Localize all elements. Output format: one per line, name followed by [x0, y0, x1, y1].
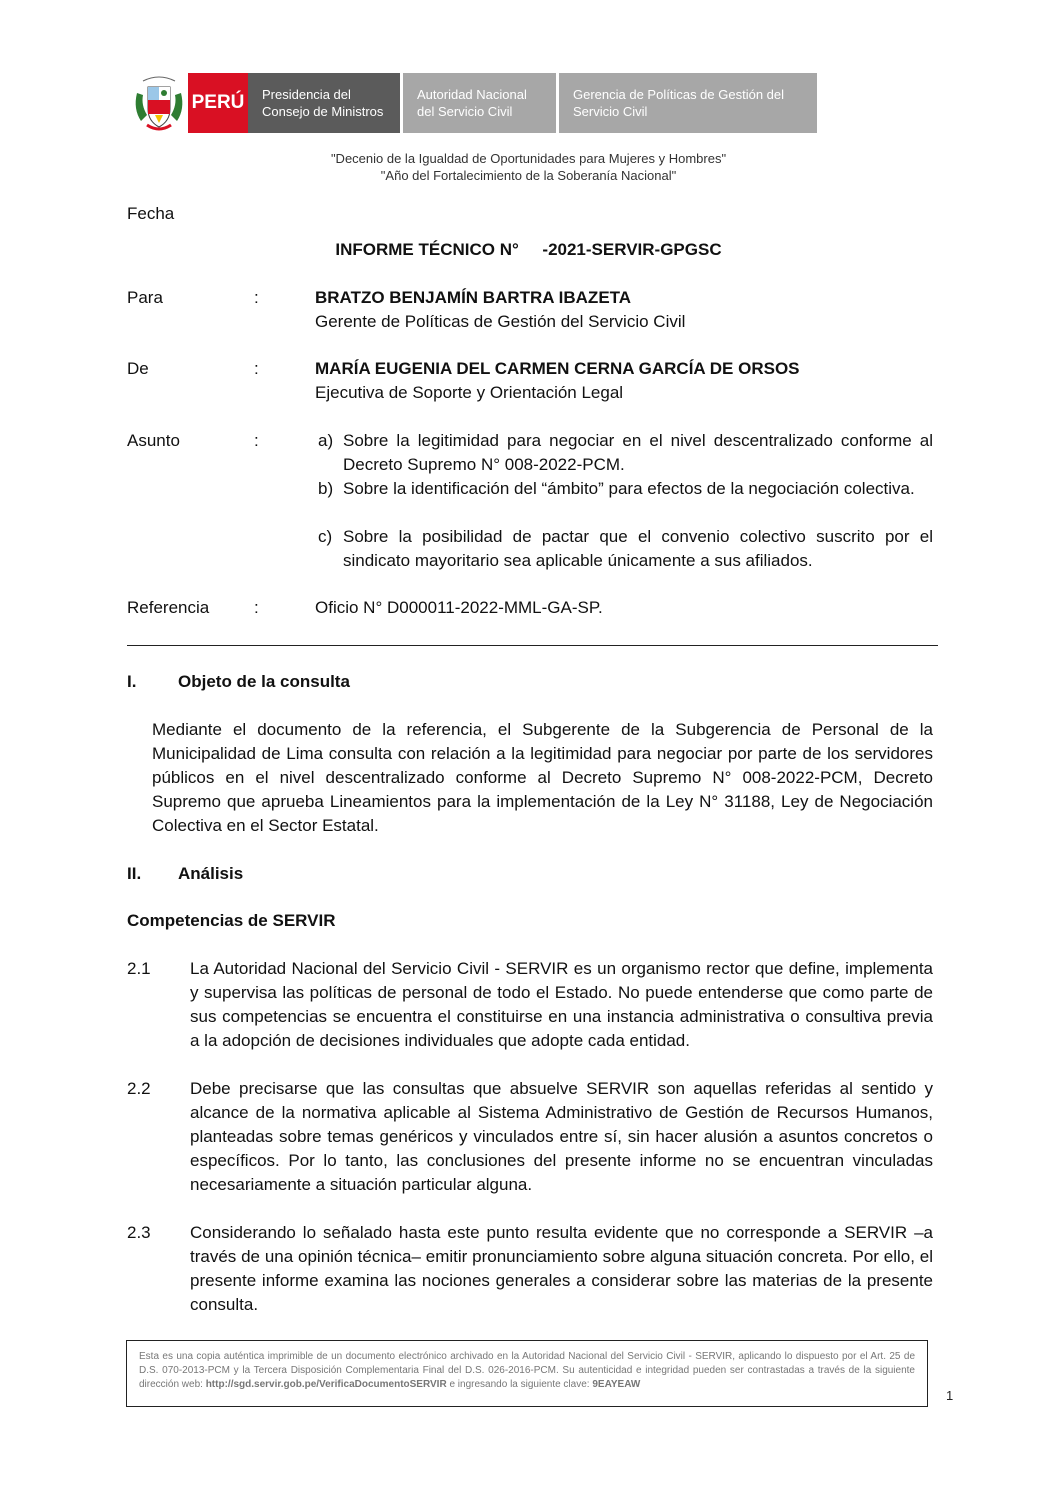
servir-box [403, 73, 556, 133]
de-role: Ejecutiva de Soporte y Orientación Legal [315, 383, 624, 402]
para-role: Gerente de Políticas de Gestión del Servicio Civil [315, 312, 686, 331]
servir-line-1: Autoridad Nacional [417, 87, 527, 102]
section-2-number: II. [127, 864, 142, 883]
report-title: INFORME TÉCNICO N° -2021-SERVIR-GPGSC [335, 240, 722, 259]
institutional-header [133, 73, 817, 133]
authenticity-notice [126, 1340, 928, 1407]
peru-logo: PERÚ [188, 73, 248, 133]
asunto-letter-c: c) [318, 527, 333, 546]
para-label: Para [127, 288, 163, 307]
asunto-letter-b: b) [318, 479, 334, 498]
asunto-label: Asunto [127, 431, 180, 450]
pcm-line-1: Presidencia del [262, 87, 351, 102]
de-label: De [127, 359, 149, 378]
gerencia-line-1: Gerencia de Políticas de Gestión del [573, 87, 785, 102]
paragraph-2-3-number: 2.3 [127, 1223, 151, 1242]
referencia-colon: : [254, 598, 259, 617]
paragraph-2-1-number: 2.1 [127, 959, 151, 978]
pcm-box [248, 73, 400, 133]
section-1-body: Mediante el documento de la referencia, el Subgerente de la Subgerencia de Personal de la Municipalidad de Lima consulta con relación a la legitimidad para negociar por parte de los servidores públicos en el nivel descentralizado conforme al Decreto Supremo N° 008-2022-PCM, Decreto Supremo que aprueba Lineamientos para la implementación de la Ley N° 31188, Ley de Negociación Colectiva en el Sector Estatal. [152, 720, 933, 835]
section-2-title: Análisis [178, 864, 244, 883]
asunto-letter-a: a) [318, 431, 334, 450]
paragraph-2-2-text: Debe precisarse que las consultas que absuelve SERVIR son aquellas referidas al sentido y alcance de la normativa aplicable al Sistema Administrativo de Gestión de Recursos Humanos, planteadas sobre temas genéricos y vinculados entre sí, sin hacer alusión a asuntos concretos o específicos. Por lo tanto, las conclusiones del presente informe no se encuentran vinculadas necesariamente a situación particular alguna. [190, 1079, 933, 1194]
decenio-line-2: "Año del Fortalecimiento de la Soberanía Nacional" [380, 168, 677, 183]
verification-url[interactable]: http://sgd.servir.gob.pe/VerificaDocumentoSERVIR [205, 1379, 447, 1390]
de-colon: : [254, 359, 259, 378]
paragraph-2-3-text: Considerando lo señalado hasta este punto resulta evidente que no corresponde a SERVIR –a través de una opinión técnica– emitir pronunciamiento sobre alguna situación concreta. Por ello, el presente informe examina las nociones generales a considerar sobre las materias de la presente consulta. [190, 1223, 933, 1314]
verification-key: 9EAYEAW [592, 1379, 641, 1390]
authenticity-text-key-intro: e ingresando la siguiente clave: [446, 1379, 593, 1390]
asunto-item-a: Sobre la legitimidad para negociar en el nivel descentralizado conforme al Decreto Supremo N° 008-2022-PCM. [343, 431, 933, 474]
pcm-line-2: Consejo de Ministros [262, 104, 384, 119]
paragraph-2-1-text: La Autoridad Nacional del Servicio Civil - SERVIR es un organismo rector que define, implementa y supervisa las políticas de personal de todo el Estado. No puede entenderse que como parte de sus competencias se encuentra el constituirse en una instancia administrativa o consultiva previa a la adopción de decisiones individuales que adopte cada entidad. [190, 959, 933, 1050]
servir-line-2: del Servicio Civil [417, 104, 513, 119]
decenio-banner [0, 150, 1057, 184]
page-number: 1 [946, 1388, 954, 1403]
header-divider [127, 645, 938, 646]
decenio-line-1: "Decenio de la Igualdad de Oportunidades para Mujeres y Hombres" [330, 151, 727, 166]
gerencia-line-2: Servicio Civil [573, 104, 648, 119]
section-1-number: I. [127, 672, 137, 691]
para-name: BRATZO BENJAMÍN BARTRA IBAZETA [315, 288, 632, 307]
asunto-colon: : [254, 431, 259, 450]
coat-of-arms-icon [133, 75, 185, 133]
section-1-title: Objeto de la consulta [178, 672, 350, 691]
de-name: MARÍA EUGENIA DEL CARMEN CERNA GARCÍA DE ORSOS [315, 359, 800, 378]
section-2-subtitle: Competencias de SERVIR [127, 911, 336, 930]
authenticity-text: Esta es una copia auténtica imprimible de un documento electrónico archivado en la Autoridad Nacional del Servicio Civil - SERVIR, aplicando lo dispuesto por el Art. 25 de D.S. 070-2013-PCM y la Tercera Disposición Complementaria Final del D.S. 026-2016-PCM. Su autenticidad e integridad pueden ser contrastadas a través de la siguiente dirección web: [139, 1351, 915, 1390]
gerencia-box [559, 73, 817, 133]
paragraph-2-2-number: 2.2 [127, 1079, 151, 1098]
para-colon: : [254, 288, 259, 307]
fecha-label: Fecha [127, 204, 175, 223]
asunto-item-c: Sobre la posibilidad de pactar que el convenio colectivo suscrito por el sindicato mayoritario sea aplicable únicamente a sus afiliados. [343, 527, 933, 570]
asunto-item-b: Sobre la identificación del “ámbito” para efectos de la negociación colectiva. [343, 479, 915, 498]
referencia-label: Referencia [127, 598, 210, 617]
referencia-value: Oficio N° D000011-2022-MML-GA-SP. [315, 598, 603, 617]
